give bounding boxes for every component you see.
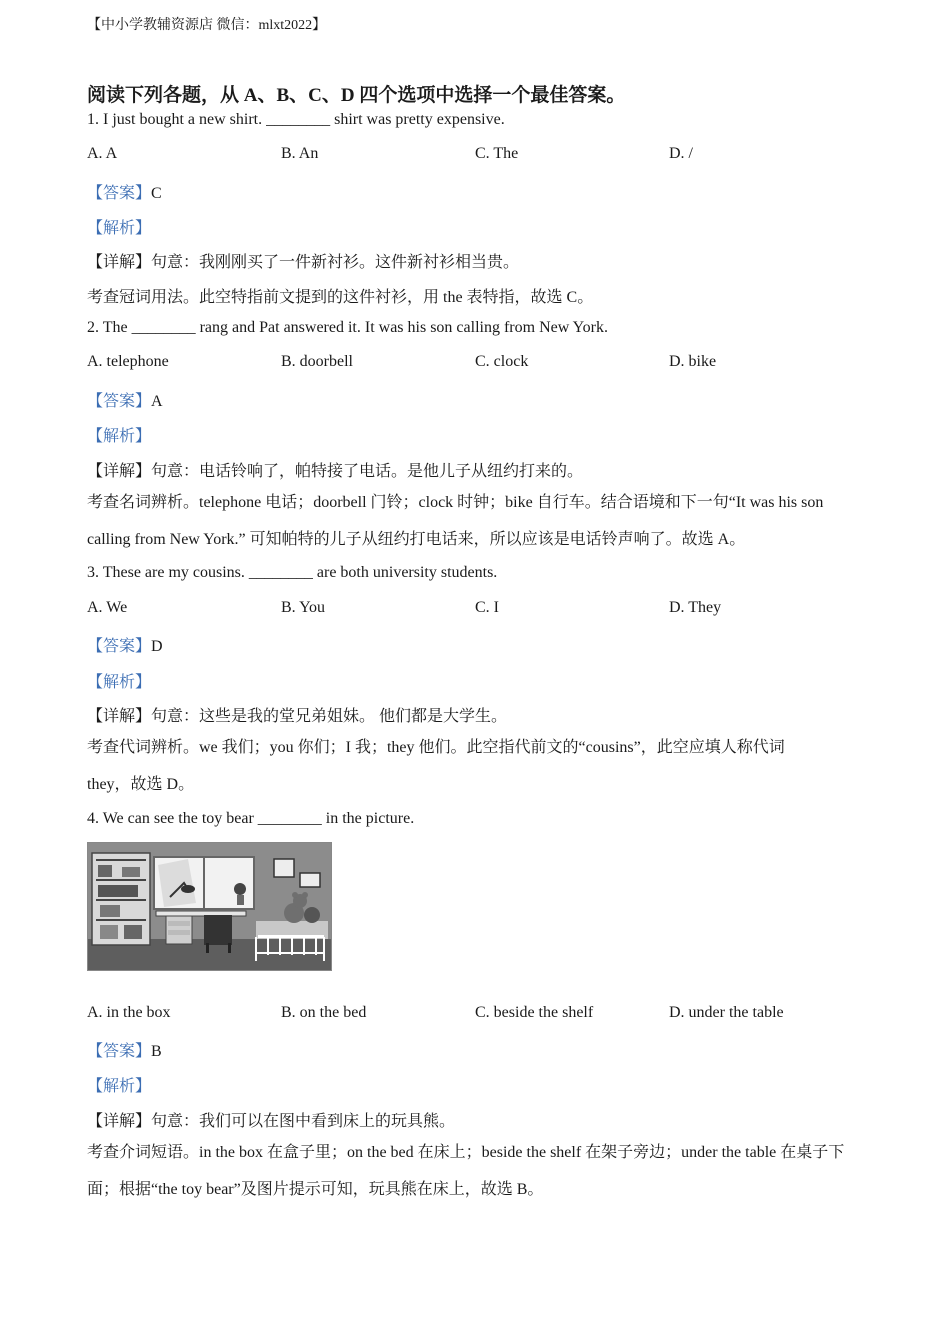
question-1-option-b: B. An [281,145,319,162]
section-title: 阅读下列各题，从 A、B、C、D 四个选项中选择一个最佳答案。 [87,85,626,106]
page-header: 【中小学教辅资源店 微信：mlxt2022】 [87,18,327,33]
question-1-explanation: 考查冠词用法。此空特指前文提到的这件衬衫，用 the 表特指，故选 C。 [87,289,594,306]
detail-text: 句意：我们可以在图中看到床上的玩具熊。 [151,1113,456,1130]
question-1-stem: 1. I just bought a new shirt. ________ shirt was pretty expensive. [87,111,505,128]
bedroom-picture [87,842,332,971]
answer-tag: 【答案】 [87,1043,152,1060]
question-2-answer [87,388,163,411]
question-2-detail [87,458,583,481]
detail-text: 句意：这些是我的堂兄弟姐妹。 他们都是大学生。 [151,708,508,725]
question-2-option-a: A. telephone [87,353,169,370]
question-2-explanation: 考查名词辨析。telephone 电话；doorbell 门铃；clock 时钟；bike 自行车。结合语境和下一句“It was his son calling from New York.” 可知帕特的儿子从纽约打电话来，所以应该是电话铃声响了。故选 A。 [87,494,824,548]
detail-tag: 【详解】 [87,254,152,271]
detail-tag: 【详解】 [87,1113,152,1130]
answer-tag: 【答案】 [87,638,152,655]
question-3-option-b: B. You [281,599,326,616]
question-3-analysis-tag: 【解析】 [87,674,152,691]
question-1-analysis-tag: 【解析】 [87,220,152,237]
bedroom-illustration [88,843,331,970]
question-4-detail [87,1108,455,1131]
question-1-detail [87,249,519,272]
answer-value: A [151,393,163,410]
question-3-answer [87,633,163,656]
detail-tag: 【详解】 [87,708,152,725]
question-1-option-a: A. A [87,145,118,162]
question-2-stem: 2. The ________ rang and Pat answered it. It was his son calling from New York. [87,319,608,336]
question-1-answer [87,180,162,203]
question-3-option-d: D. They [669,599,722,616]
answer-value: D [151,638,163,655]
question-3-option-c: C. I [475,599,499,616]
question-2-option-c: C. clock [475,353,529,370]
question-1-option-c: C. The [475,145,519,162]
question-4-option-c: C. beside the shelf [475,1004,594,1021]
question-4-stem: 4. We can see the toy bear ________ in the picture. [87,810,415,827]
detail-text: 句意：电话铃响了，帕特接了电话。是他儿子从纽约打来的。 [151,463,584,480]
question-4-option-a: A. in the box [87,1004,171,1021]
answer-value: C [151,185,162,202]
question-4-explanation: 考查介词短语。in the box 在盒子里；on the bed 在床上；beside the shelf 在架子旁边；under the table 在桌子下面；根据“the toy bear”及图片提示可知，玩具熊在床上，故选 B。 [87,1144,845,1198]
question-3-option-a: A. We [87,599,128,616]
question-4-option-b: B. on the bed [281,1004,367,1021]
question-3-explanation: 考查代词辨析。we 我们；you 你们；I 我；they 他们。此空指代前文的“cousins”，此空应填人称代词 they，故选 D。 [87,739,785,793]
question-2-option-b: B. doorbell [281,353,353,370]
question-4-answer [87,1038,162,1061]
question-4-option-d: D. under the table [669,1004,784,1021]
question-2-analysis-tag: 【解析】 [87,428,152,445]
question-2-option-d: D. bike [669,353,717,370]
question-4-analysis-tag: 【解析】 [87,1078,152,1095]
question-3-stem: 3. These are my cousins. ________ are both university students. [87,564,498,581]
question-3-detail [87,703,507,726]
detail-tag: 【详解】 [87,463,152,480]
answer-tag: 【答案】 [87,393,152,410]
answer-value: B [151,1043,162,1060]
question-1-option-d: D. / [669,145,693,162]
answer-tag: 【答案】 [87,185,152,202]
detail-text: 句意：我刚刚买了一件新衬衫。这件新衬衫相当贵。 [151,254,520,271]
